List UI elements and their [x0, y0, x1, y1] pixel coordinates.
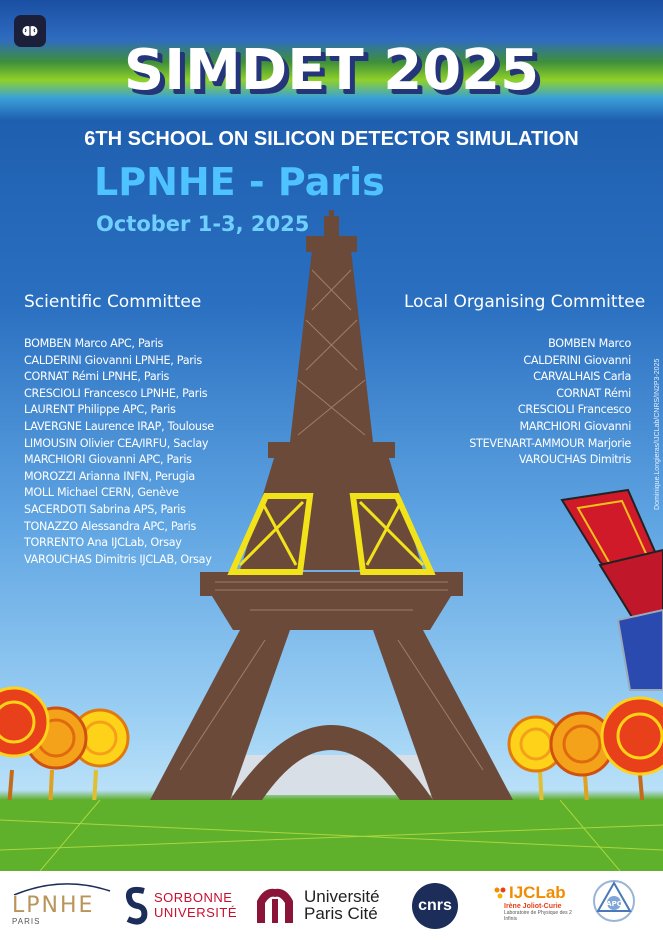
list-item: LIMOUSIN Olivier CEA/IRFU, Saclay [24, 436, 209, 450]
list-item: CRESCIOLI Francesco LPNHE, Paris [24, 386, 208, 400]
cnrs-logo-text: cnrs [418, 897, 452, 914]
list-item: CARVALHAIS Carla [533, 370, 631, 384]
sorbonne-logo[interactable] [124, 885, 237, 925]
apc-emblem-icon [592, 879, 636, 923]
scientific-committee-list [24, 336, 214, 568]
apc-logo[interactable] [592, 879, 636, 923]
upc-logo-text-2: Paris Cité [304, 904, 378, 923]
sorbonne-s-icon [124, 885, 150, 925]
sponsor-logos-strip [0, 871, 663, 940]
list-item: LAVERGNE Laurence IRAP, Toulouse [24, 419, 214, 433]
upc-arch-icon [254, 885, 296, 925]
list-item: CALDERINI Giovanni [523, 353, 631, 367]
list-item: CALDERINI Giovanni LPNHE, Paris [24, 353, 202, 367]
list-item: SACERDOTI Sabrina APS, Paris [24, 502, 186, 516]
ijclab-logo-text: IJCLab [509, 883, 566, 902]
ijclab-dots-icon [494, 887, 506, 899]
list-item: MOROZZI Arianna INFN, Perugia [24, 469, 195, 483]
scientific-committee-heading: Scientific Committee [24, 292, 202, 312]
list-item: CRESCIOLI Francesco [517, 403, 631, 417]
list-item: MOLL Michael CERN, Genève [24, 486, 179, 500]
ijclab-logo-subtext-2: Laboratoire de Physique des 2 Infinis [504, 910, 572, 922]
lpnhe-logo[interactable] [12, 881, 112, 926]
venue-title: LPNHE - Paris [94, 160, 385, 204]
lpnhe-logo-text: LPNHE [12, 893, 95, 918]
detector-panel-decoration [562, 490, 663, 690]
local-committee-list [469, 336, 631, 469]
list-item: LAURENT Philippe APC, Paris [24, 403, 176, 417]
list-item: BOMBEN Marco APC, Paris [24, 337, 164, 350]
apc-logo-text: APC [606, 900, 622, 908]
list-item: VAROUCHAS Dimitris IJCLAB, Orsay [24, 552, 212, 566]
sorbonne-logo-text-1: SORBONNE [154, 890, 233, 905]
sorbonne-logo-text-2: UNIVERSITÉ [154, 905, 238, 920]
list-item: MARCHIORI Giovanni [519, 419, 631, 433]
poster-title: SIMDET 2025 [123, 38, 540, 103]
list-item: STEVENART-AMMOUR Marjorie [469, 436, 631, 450]
list-item: CORNAT Rémi LPNHE, Paris [24, 370, 170, 384]
poster-subtitle: 6TH SCHOOL ON SILICON DETECTOR SIMULATION [84, 128, 579, 150]
list-item: TONAZZO Alessandra APC, Paris [24, 519, 196, 533]
ijclab-logo[interactable] [494, 883, 574, 922]
list-item: MARCHIORI Giovanni APC, Paris [24, 453, 192, 467]
lpnhe-logo-subtext: PARIS [12, 917, 41, 926]
event-dates: October 1-3, 2025 [96, 212, 310, 236]
image-credit: Dominique.Longieras/IJCLab/CNRS/IN2P3-2025 [654, 358, 661, 510]
upc-logo-text-1: Université [304, 887, 380, 906]
ijclab-logo-subtext: Irène Joliot-Curie [504, 903, 562, 910]
universite-paris-cite-logo[interactable] [254, 885, 380, 925]
list-item: CORNAT Rémi [556, 386, 631, 400]
cnrs-logo[interactable] [412, 883, 458, 929]
list-item: BOMBEN Marco [548, 337, 631, 350]
local-committee-heading: Local Organising Committee [404, 292, 646, 312]
list-item: VAROUCHAS Dimitris [518, 453, 631, 467]
list-item: TORRENTO Ana IJCLab, Orsay [24, 536, 182, 550]
